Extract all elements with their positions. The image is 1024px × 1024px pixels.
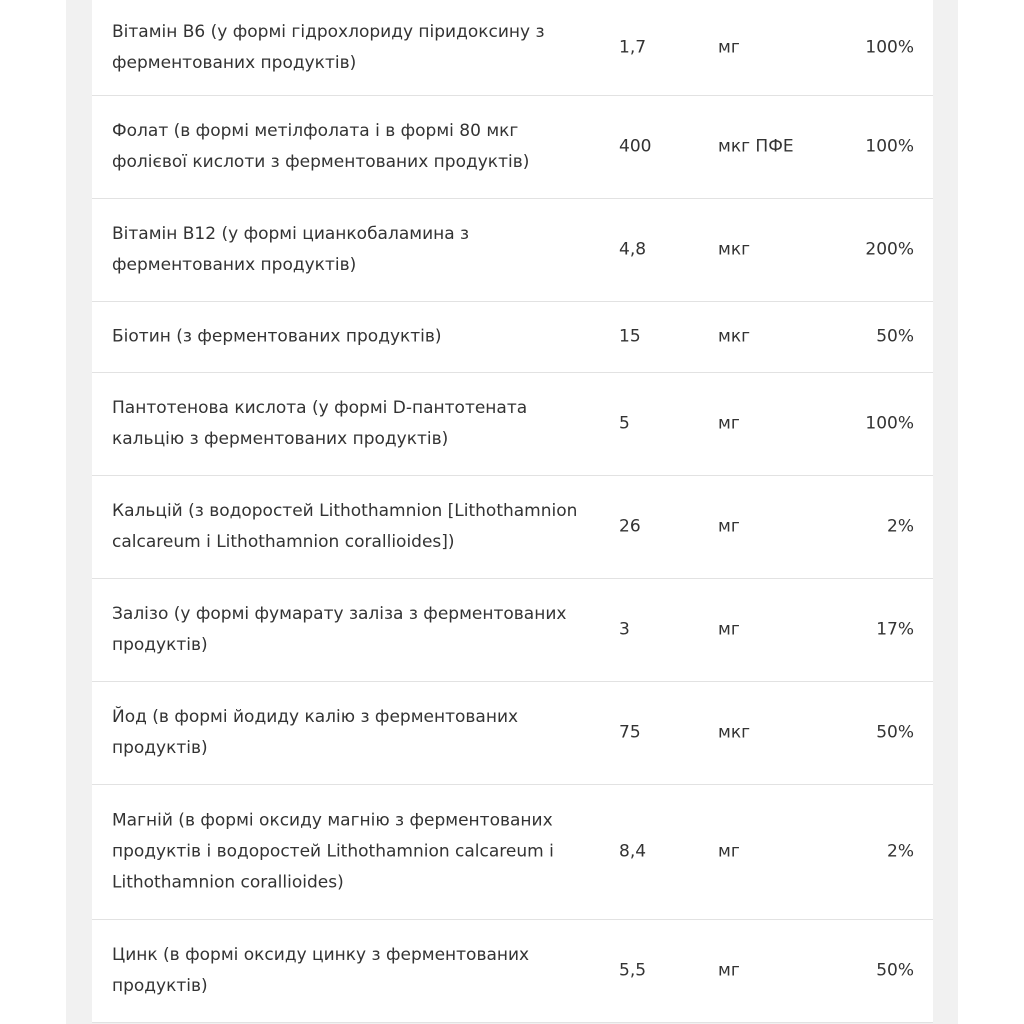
- table-row: [92, 199, 933, 302]
- nutrient-amount: 75: [619, 722, 641, 743]
- nutrient-unit: мг: [718, 619, 740, 640]
- table-row: [92, 0, 933, 96]
- nutrient-amount: 1,7: [619, 37, 647, 57]
- nutrient-amount: 26: [619, 516, 641, 537]
- nutrient-unit: мкг: [718, 326, 751, 347]
- table-row: [92, 476, 933, 579]
- nutrient-name: Біотин (з ферментованих продуктів): [112, 326, 442, 347]
- table-row: [92, 920, 933, 1023]
- table-row: [92, 96, 933, 199]
- nutrient-amount: 15: [619, 326, 641, 347]
- table-row: [92, 682, 933, 785]
- table-row: [92, 373, 933, 476]
- nutrient-unit: мкг: [718, 722, 751, 743]
- nutrient-percent: 100%: [865, 136, 914, 157]
- nutrient-amount: 8,4: [619, 841, 647, 862]
- nutrient-unit: мг: [718, 960, 740, 981]
- nutrient-unit: мг: [718, 516, 740, 537]
- nutrient-percent: 200%: [865, 239, 914, 260]
- nutrient-percent: 2%: [887, 516, 914, 537]
- nutrient-name: Вітамін B12 (у формі цианкобаламина з ферментованих продуктів): [112, 224, 470, 275]
- nutrient-name: Йод (в формі йодиду калію з ферментованих продуктів): [112, 707, 519, 758]
- nutrient-name: Фолат (в формі метілфолата і в формі 80 мкг фолієвої кислоти з ферментованих продуктів): [112, 121, 530, 172]
- table-row: [92, 302, 933, 373]
- nutrient-unit: мг: [718, 413, 740, 434]
- nutrient-name: Магній (в формі оксиду магнію з ферментованих продуктів і водоростей Lithothamnion calcareum і Lithothamnion corallioides): [112, 810, 554, 893]
- nutrient-amount: 4,8: [619, 239, 647, 260]
- nutrient-name: Залізо (у формі фумарату заліза з ферментованих продуктів): [112, 604, 567, 655]
- nutrient-percent: 17%: [876, 619, 914, 640]
- nutrient-unit: мг: [718, 841, 740, 862]
- nutrient-percent: 2%: [887, 841, 914, 862]
- nutrient-name: Вітамін B6 (у формі гідрохлориду піридоксину з ферментованих продуктів): [112, 21, 545, 73]
- nutrient-amount: 5,5: [619, 960, 647, 981]
- nutrient-unit: мг: [718, 37, 740, 57]
- nutrient-percent: 100%: [865, 37, 914, 57]
- nutrient-percent: 50%: [876, 960, 914, 981]
- nutrient-amount: 400: [619, 136, 652, 157]
- nutrient-percent: 50%: [876, 722, 914, 743]
- nutrient-unit: мкг ПФЕ: [718, 136, 794, 157]
- nutrient-unit: мкг: [718, 239, 751, 260]
- table-row: [92, 579, 933, 682]
- nutrient-amount: 3: [619, 619, 630, 640]
- nutrient-name: Цинк (в формі оксиду цинку з ферментованих продуктів): [112, 945, 530, 996]
- nutrient-amount: 5: [619, 413, 630, 434]
- nutrient-percent: 50%: [876, 326, 914, 347]
- nutrient-name: Кальцій (з водоростей Lithothamnion [Lithothamnion calcareum і Lithothamnion corallioides]): [112, 501, 578, 552]
- table-row: [92, 785, 933, 920]
- nutrient-percent: 100%: [865, 413, 914, 434]
- nutrition-table: [92, 0, 933, 1023]
- nutrient-name: Пантотенова кислота (у формі D-пантотената кальцію з ферментованих продуктів): [112, 398, 528, 449]
